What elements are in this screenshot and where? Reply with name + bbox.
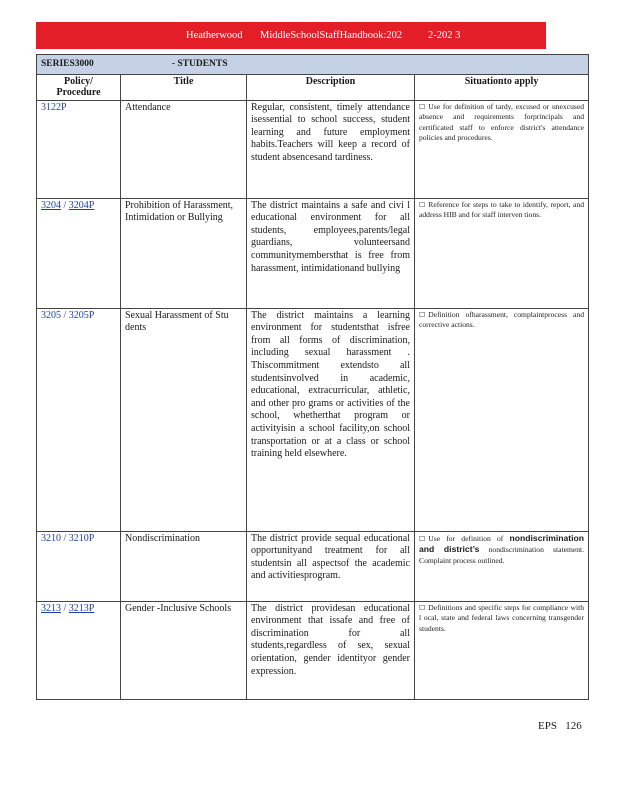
page-footer [538,720,582,732]
table-row [37,601,589,699]
col-header-title: Title [121,74,247,100]
policy-separator: / [61,532,69,544]
situation-text-tail: nondiscrimination statement. Complaint process outlined. [419,545,585,565]
procedure-link[interactable]: 3210P [68,532,95,544]
footer-label: EPS [538,720,557,732]
header-year: 2-202 3 [428,30,461,41]
series-row [37,55,589,75]
description-cell: The district provide sequal educational opportunityand treatment for all studentsin all aspectsof the academic and activitiesprogram. [247,531,415,601]
title-cell: Gender -Inclusive Schools [121,601,247,699]
policy-link[interactable]: 3205 [41,309,61,321]
procedure-link[interactable]: 3204P [68,199,95,211]
column-header-row [37,74,589,100]
policy-link[interactable]: 3204 [41,199,61,211]
title-cell: Prohibition of Harassment, Intimidation or Bullying [121,198,247,308]
description-cell: The district providesan educational environment that issafe and free of discrimination for all students,regardless of sex, sexual orientation, gender identityor gender expression. [247,601,415,699]
situation-text: Definitions and specific steps for compliance with l ocal, state and federal laws concerning transgender students. [419,602,585,633]
title-cell: Nondiscrimination [121,531,247,601]
series-name: - STUDENTS [171,59,228,69]
checkbox-bullet-icon: ☐ [419,310,426,319]
checkbox-bullet-icon: ☐ [419,534,426,543]
policy-cell [37,308,121,531]
header-bar [36,22,546,49]
checkbox-bullet-icon: ☐ [419,102,426,111]
table-row [37,198,589,308]
situation-cell [415,531,589,601]
procedure-link[interactable]: 3213P [68,602,95,614]
policy-link[interactable]: 3122P [41,101,67,113]
situation-cell [415,100,589,198]
col-header-situation: Situationto apply [415,74,589,100]
situation-text: Use for definition of [428,533,504,543]
title-cell: Sexual Harassment of Stu dents [121,308,247,531]
situation-cell [415,308,589,531]
policy-link[interactable]: 3213 [41,602,61,614]
policy-cell [37,198,121,308]
header-handbook-title: MiddleSchoolStaffHandbook:202 [260,30,403,41]
description-cell: The district maintains a safe and civi l educational environment for all students, employees,parents/legal guardians, volunteersand communitymembersthat is free from harassment, intimidationand bullying [247,198,415,308]
procedure-link[interactable]: 3205P [68,309,95,321]
title-cell: Attendance [121,100,247,198]
situation-cell [415,198,589,308]
situation-text: Reference for steps to take to identify, report, and address HIB and for staff interven tions. [419,199,585,220]
policy-cell [37,601,121,699]
situation-text: Definition ofharassment, complaintprocess and corrective actions. [419,309,585,330]
col-header-policy: Policy/ Procedure [37,74,121,100]
header-school: Heatherwood [186,30,243,41]
policy-table-wrap [36,54,588,700]
policy-table [36,54,589,700]
description-cell: Regular, consistent, timely attendance isessential to school success, student learning and future employment habits.Teachers will keep a record of student absencesand tardiness. [247,100,415,198]
policy-separator: / [61,309,69,321]
description-cell: The district maintains a learning environment for studentsthat isfree from all forms of discrimination, including sexual harassment . Thiscommitment extendsto all studentsinvolved in academic, educational, extracurricular, athletic, and other pro grams or activities of the school, whetherthat program or activityisin a school facility,on school transportation or at a class or school training held elsewhere. [247,308,415,531]
policy-separator: / [61,199,69,211]
situation-text: Use for definition of tardy, excused or unexcused absence and requirements forprincipals and certificated staff to enforce district's attendance policies and procedures. [419,101,585,143]
table-row [37,100,589,198]
page-number: 126 [565,720,582,732]
policy-separator: / [61,602,69,614]
checkbox-bullet-icon: ☐ [419,200,426,209]
checkbox-bullet-icon: ☐ [419,603,426,612]
policy-cell [37,100,121,198]
policy-cell [37,531,121,601]
policy-link[interactable]: 3210 [41,532,61,544]
series-code: SERIES3000 [41,59,94,69]
table-row [37,308,589,531]
situation-cell [415,601,589,699]
series-heading [37,55,589,75]
table-row [37,531,589,601]
situation-emphasis: nondiscrimination and district’s [419,532,585,555]
col-header-description: Description [247,74,415,100]
